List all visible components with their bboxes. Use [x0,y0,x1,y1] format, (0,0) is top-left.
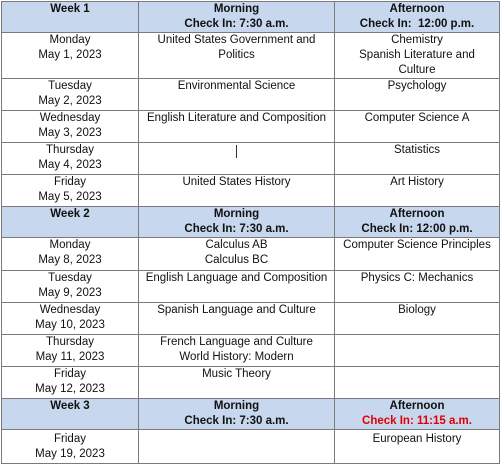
exam-name: Computer Science Principles [343,239,491,252]
exam-name: Culture [398,64,436,77]
exam-name: Chemistry [391,34,443,47]
day-name: Tuesday [48,271,92,284]
afternoon-exam-cell [335,270,500,302]
day-date: May 19, 2023 [35,447,105,460]
afternoon-title: Afternoon [389,208,445,221]
afternoon-checkin: Check In: 12:00 p.m. [361,223,473,236]
afternoon-checkin-alert: Check In: 11:15 a.m. [362,414,472,427]
exam-name: Psychology [387,80,447,93]
week-header-row [2,207,500,238]
afternoon-exam-cell [335,111,500,143]
afternoon-exam-cell [335,334,500,366]
day-cell [2,270,139,302]
day-cell [2,111,139,143]
morning-header [139,398,335,429]
morning-title: Morning [213,208,260,221]
day-name: Friday [54,176,86,189]
afternoon-title: Afternoon [389,3,445,15]
morning-title: Morning [213,399,260,412]
afternoon-exam-cell [335,302,500,334]
exam-name: Spanish Literature and [359,49,475,62]
day-cell [2,366,139,398]
day-cell [2,238,139,270]
exam-name: Physics C: Mechanics [360,271,474,284]
exam-name: Art History [390,176,444,189]
day-date: May 12, 2023 [35,382,105,395]
exam-name: French Language and Culture [160,335,313,348]
morning-exam-cell [139,111,335,143]
exam-name: Calculus AB [205,239,268,252]
afternoon-header [335,398,500,429]
table-row [2,79,500,111]
day-cell [2,334,139,366]
exam-name: Music Theory [202,367,271,380]
exam-schedule-table [1,1,500,464]
day-name: Wednesday [39,303,101,316]
afternoon-exam-cell [335,143,500,175]
morning-exam-cell [139,366,335,398]
exam-name: Calculus BC [204,254,269,267]
afternoon-exam-cell [335,366,500,398]
morning-checkin: Check In: 7:30 a.m. [184,223,289,236]
exam-name: English Literature and Composition [147,112,326,125]
day-name: Thursday [46,144,94,157]
day-name: Friday [54,367,86,380]
day-date: May 3, 2023 [38,127,102,140]
day-cell [2,302,139,334]
day-cell [2,429,139,463]
text-cursor [236,145,237,158]
day-date: May 9, 2023 [38,286,102,299]
day-cell [2,143,139,175]
morning-checkin: Check In: 7:30 a.m. [184,18,289,30]
day-name: Wednesday [39,112,101,125]
afternoon-exam-cell [335,429,500,463]
afternoon-exam-cell [335,79,500,111]
week-label: Week 1 [2,2,139,33]
morning-title: Morning [213,3,260,15]
day-name: Tuesday [48,80,92,93]
afternoon-exam-cell [335,33,500,79]
week-label: Week 3 [2,398,139,429]
morning-exam-cell [139,334,335,366]
day-cell [2,33,139,79]
exam-name: Biology [398,303,436,316]
table-row [2,270,500,302]
day-name: Thursday [46,335,94,348]
day-date: May 8, 2023 [38,254,102,267]
day-date: May 4, 2023 [38,159,102,172]
exam-name: English Language and Composition [145,271,328,284]
day-date: May 11, 2023 [35,350,105,363]
table-row [2,366,500,398]
day-cell [2,79,139,111]
day-date: May 5, 2023 [38,191,102,204]
table-row [2,429,500,463]
exam-name: Computer Science A [364,112,470,125]
exam-name: World History: Modern [179,350,294,363]
morning-exam-cell [139,238,335,270]
week-header-row [2,398,500,429]
morning-header [139,2,335,33]
morning-exam-cell [139,302,335,334]
day-date: May 1, 2023 [38,49,102,62]
day-date: May 10, 2023 [35,318,105,331]
morning-exam-cell[interactable] [139,143,335,175]
exam-name: United States History [182,176,291,189]
exam-name: Spanish Language and Culture [157,303,316,316]
morning-exam-cell [139,33,335,79]
afternoon-exam-cell [335,238,500,270]
exam-name: Environmental Science [177,80,296,93]
afternoon-header [335,2,500,33]
afternoon-exam-cell [335,175,500,207]
week-label: Week 2 [2,207,139,238]
table-row [2,302,500,334]
day-date: May 2, 2023 [38,95,102,108]
table-row [2,33,500,79]
table-row [2,111,500,143]
day-name: Monday [49,34,91,47]
morning-exam-cell [139,175,335,207]
table-row [2,334,500,366]
day-name: Friday [54,432,86,445]
exam-name: Statistics [393,144,440,157]
week-header-row [2,2,500,33]
day-name: Monday [49,239,91,252]
afternoon-title: Afternoon [389,399,445,412]
afternoon-header [335,207,500,238]
morning-exam-cell [139,429,335,463]
afternoon-checkin: Check In: 12:00 p.m. [359,18,475,30]
morning-checkin: Check In: 7:30 a.m. [184,414,289,427]
day-cell [2,175,139,207]
morning-exam-cell [139,79,335,111]
exam-name: Politics [218,49,255,62]
exam-name: United States Government and [157,34,316,47]
morning-header [139,207,335,238]
morning-exam-cell [139,270,335,302]
table-row [2,175,500,207]
table-row [2,238,500,270]
table-row [2,143,500,175]
exam-name: European History [372,432,462,445]
